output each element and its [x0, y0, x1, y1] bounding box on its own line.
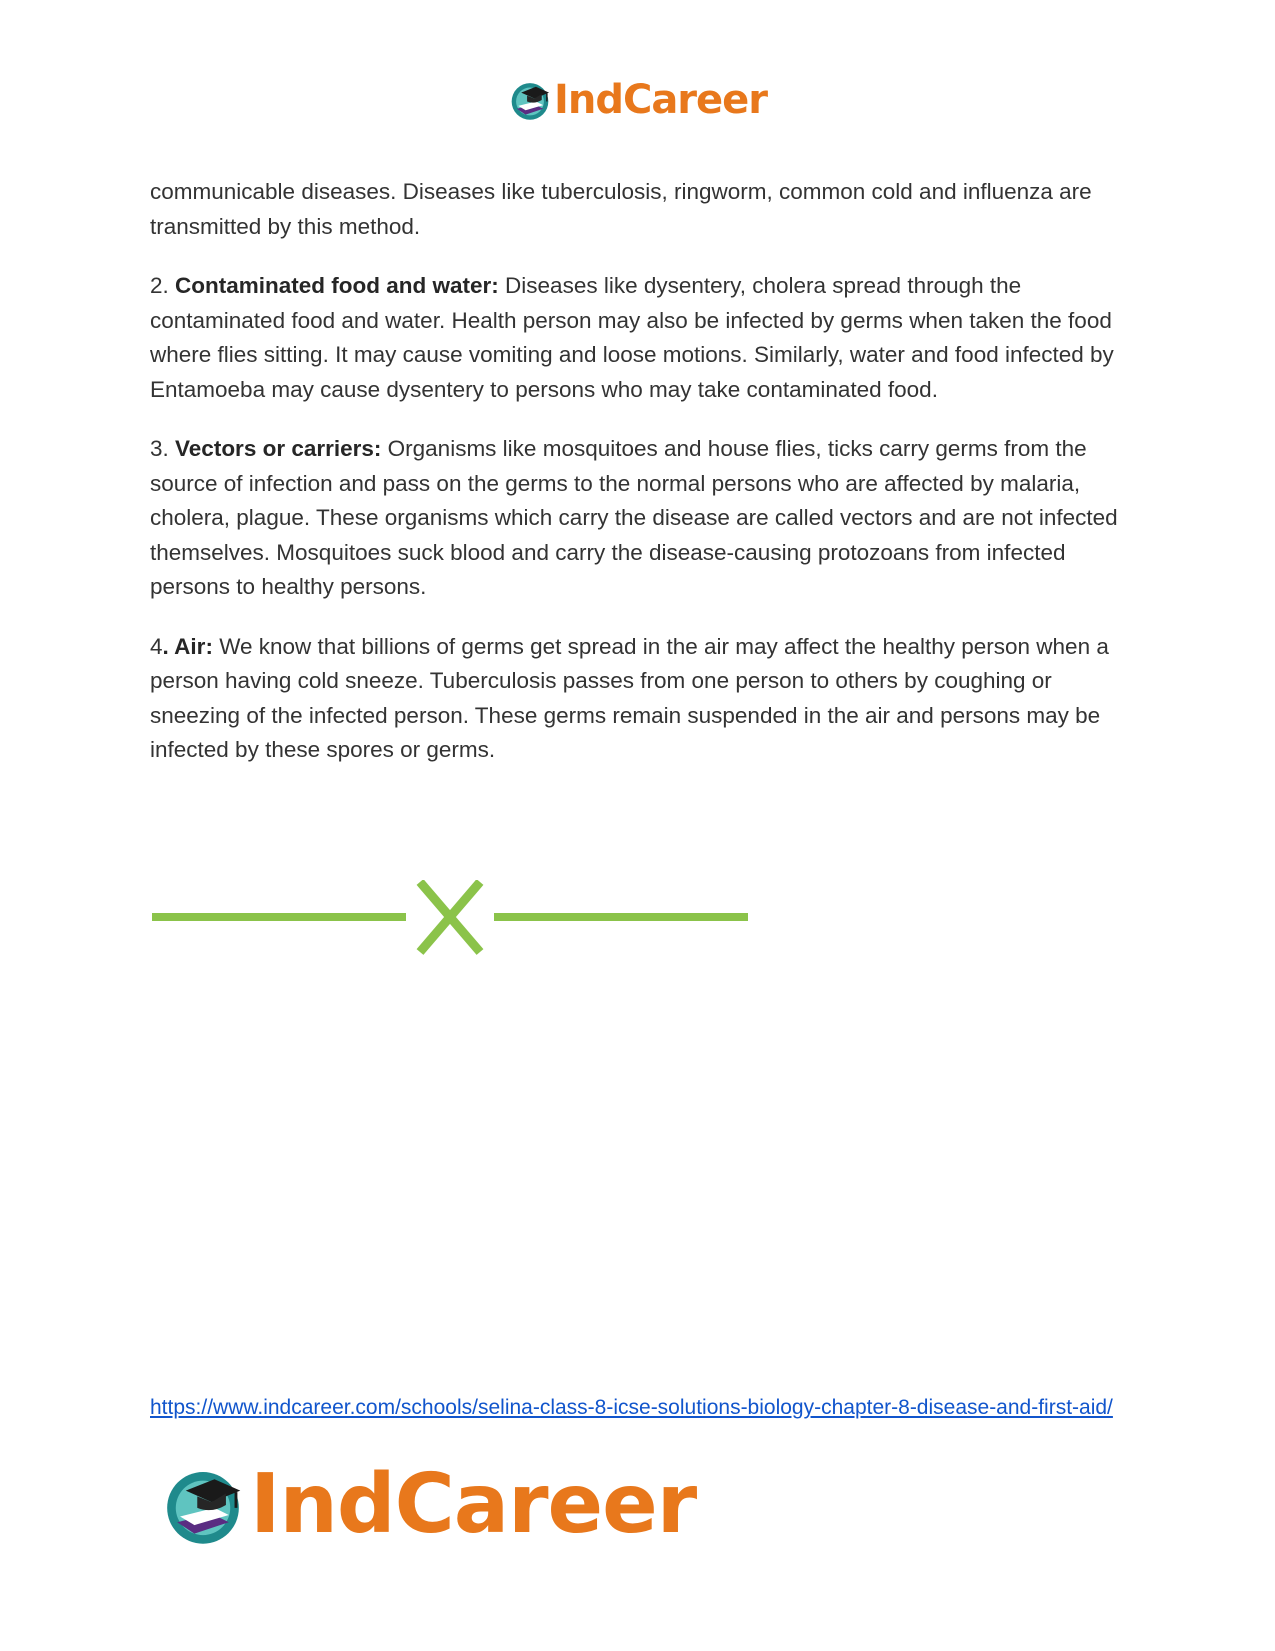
document-body — [150, 175, 1140, 793]
source-link[interactable]: https://www.indcareer.com/schools/selina-class-8-icse-solutions-biology-chapter-8-disease-and-first-aid/ — [150, 1396, 1113, 1419]
logo-text: IndCareer — [553, 77, 768, 123]
header-logo — [0, 78, 1275, 122]
paragraph-prefix: 4 — [150, 633, 163, 659]
paragraph-body: Diseases like dysentery, cholera spread through the contaminated food and water. Health person may also be infected by germs when taken the food where flies sitting. It may cause vomiting and loose motions. Similarly, water and food infected by Entamoeba may cause dysentery to persons who may take contaminated food. — [150, 273, 1114, 402]
paragraph-body: We know that billions of germs get spread in the air may affect the healthy person when a person having cold sneeze. Tuberculosis passes from one person to others by coughing or sneezing of the infected person. These germs remain suspended in the air and persons may be infected by these spores or germs. — [150, 633, 1109, 762]
paragraph-heading: . Air: — [162, 633, 213, 659]
paragraph-heading: Contaminated food and water: — [175, 273, 499, 298]
paragraph-prefix: 3. — [150, 436, 176, 461]
paragraph-airborne-contact — [150, 175, 1140, 244]
section-end-divider — [150, 880, 750, 965]
paragraph-contaminated-food — [150, 269, 1140, 407]
paragraph-body: Organisms like mosquitoes and house flies, ticks carry germs from the source of infection and pass on the germs to the normal persons who are affected by malaria, cholera, plague. These organisms which carry the disease are called vectors and are not infected themselves. Mosquitoes suck blood and carry the disease-causing protozoans from infected persons to healthy persons. — [150, 436, 1118, 599]
paragraph-vectors — [150, 432, 1140, 605]
graduation-cap-globe-icon — [160, 1462, 246, 1548]
paragraph-heading: Vectors or carriers: — [175, 436, 382, 461]
paragraph-body: communicable diseases. Diseases like tuberculosis, ringworm, common cold and influenza are transmitted by this method. — [150, 179, 1092, 239]
x-divider-icon — [150, 880, 750, 960]
paragraph-air — [150, 630, 1140, 768]
logo-text: IndCareer — [250, 1457, 697, 1552]
footer-logo — [160, 1457, 697, 1552]
graduation-cap-globe-icon — [508, 78, 552, 122]
paragraph-prefix: 2. — [150, 273, 176, 298]
